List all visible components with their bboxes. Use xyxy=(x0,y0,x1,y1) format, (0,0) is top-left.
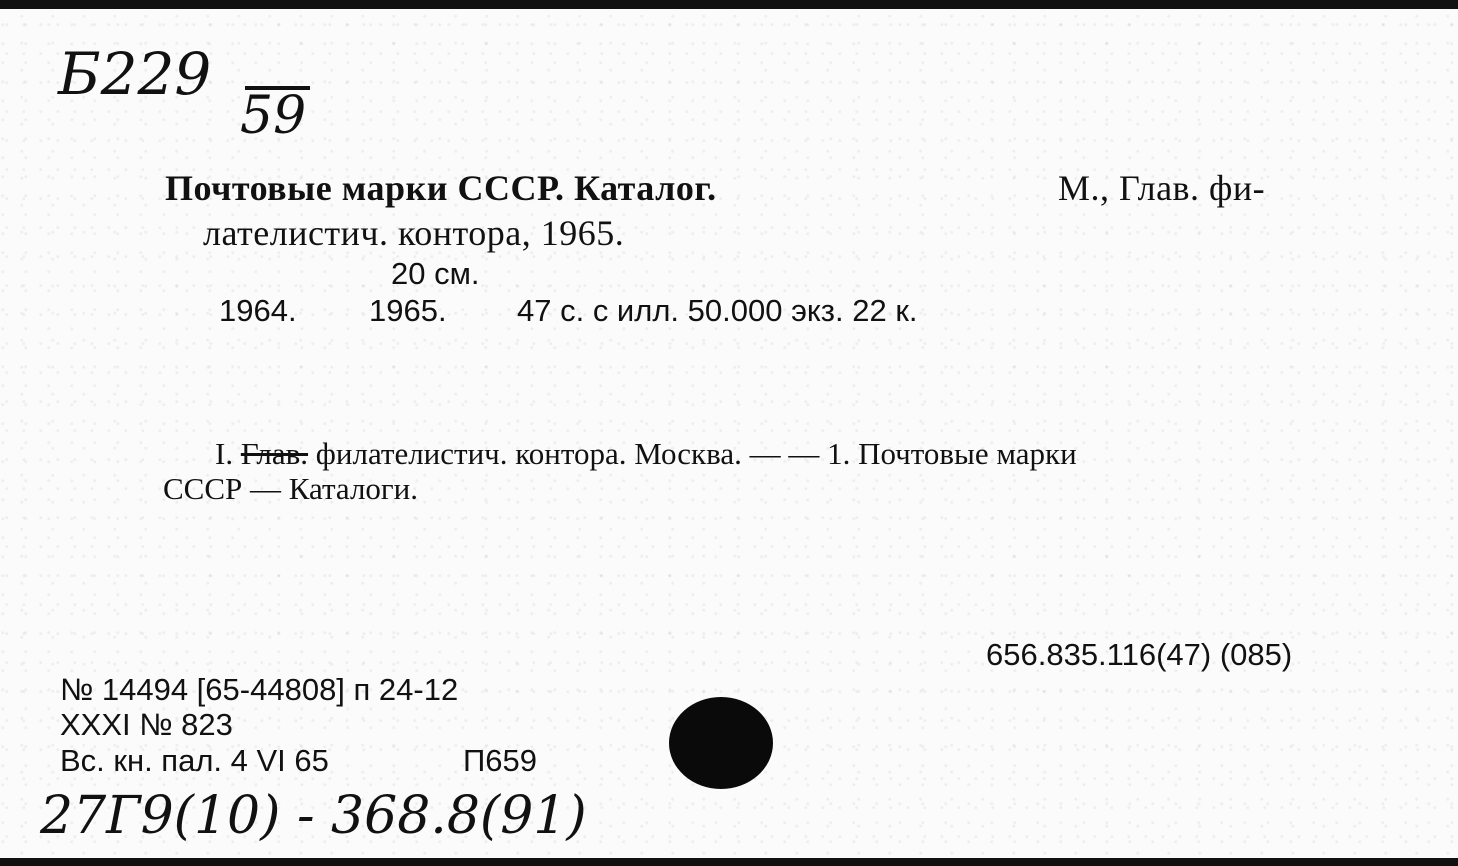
shelfmark-bottom: 59 xyxy=(240,86,307,146)
registry-line-2: XXXI № 823 xyxy=(60,707,233,742)
punch-hole xyxy=(669,697,773,789)
tracings-line-2: СССР — Каталоги. xyxy=(163,471,418,506)
tracings-line-1 xyxy=(215,436,1077,472)
registry-line-3b: П659 xyxy=(463,743,538,778)
card-top-edge xyxy=(0,0,1458,9)
tracing-roman: I. xyxy=(215,436,234,471)
title-line: Почтовые марки СССР. Каталог. xyxy=(165,168,717,208)
registry-line-3a: Вс. кн. пал. 4 VI 65 xyxy=(60,743,329,778)
tracing-struck-word: Глав. xyxy=(240,436,309,471)
registry-line-1: № 14494 [65-44808] п 24-12 xyxy=(60,672,459,707)
years-b: 1965. xyxy=(369,293,447,328)
handwritten-code: 27Г9(10) - 368.8(91) xyxy=(40,786,587,846)
extent-line: 47 с. с илл. 50.000 экз. 22 к. xyxy=(517,293,918,328)
classification-number: 656.835.116(47) (085) xyxy=(986,637,1293,672)
card-bottom-edge xyxy=(0,858,1458,866)
size-line: 20 см. xyxy=(391,256,480,291)
imprint-line-1: М., Глав. фи- xyxy=(1058,168,1266,208)
years-a: 1964. xyxy=(219,293,297,328)
imprint-line-2: лателистич. контора, 1965. xyxy=(203,213,625,253)
shelfmark-top: Б229 xyxy=(58,40,212,108)
tracing-line-1-rest: филателистич. контора. Москва. — — 1. Почтовые марки xyxy=(315,436,1077,471)
